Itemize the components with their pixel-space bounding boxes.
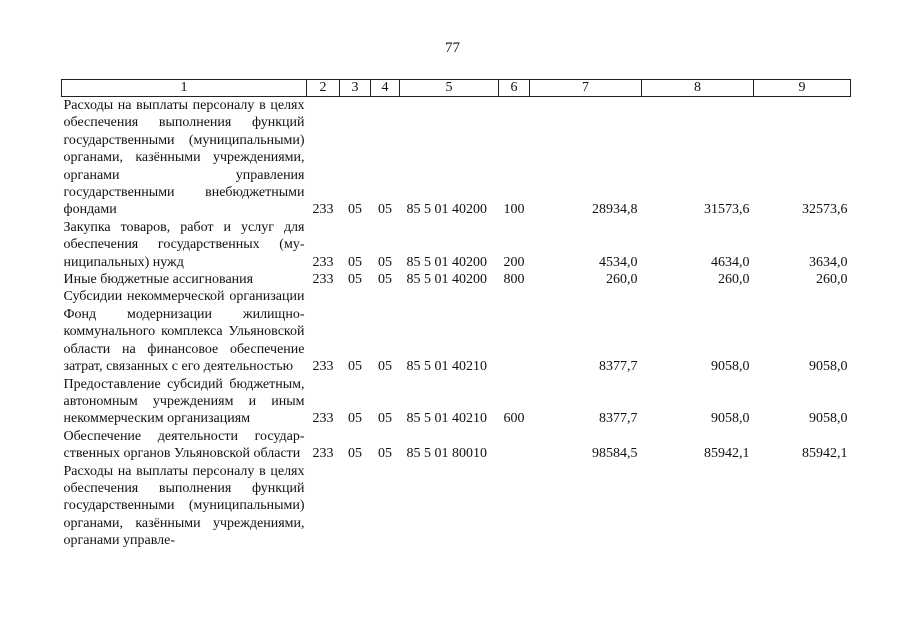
table-row — [62, 219, 851, 271]
ministry-code-cell: 233 — [312, 202, 334, 218]
subsection-code-cell: 05 — [378, 272, 392, 288]
amount-col8-cell: 260,0 — [718, 272, 750, 288]
table-row — [62, 463, 851, 550]
page-number: 77 — [445, 40, 460, 56]
target-article-cell: 85 5 01 40200 — [406, 254, 487, 270]
ministry-code-cell: 233 — [312, 411, 334, 427]
ministry-code-cell: 233 — [312, 446, 334, 462]
expense-type-cell: 200 — [503, 254, 525, 270]
amount-col7-cell: 28934,8 — [592, 202, 638, 218]
amount-col9-cell — [754, 463, 851, 550]
expense-name-cell: Субсидии некоммерческой организации Фонд модернизации жилищно-коммунального комплекса Ульяновской области на финансовое обеспечение затрат, связанных с его деятельностью — [63, 289, 305, 375]
column-header: 5 — [400, 80, 499, 97]
target-article-cell: 85 5 01 40200 — [406, 202, 487, 218]
amount-col9-cell: 9058,0 — [809, 411, 848, 427]
section-code-cell: 05 — [348, 446, 362, 462]
section-code-cell: 05 — [348, 272, 362, 288]
amount-col7-cell — [530, 463, 642, 550]
ministry-code-cell: 233 — [312, 359, 334, 375]
expense-type-cell — [499, 288, 530, 375]
subsection-code-cell: 05 — [378, 359, 392, 375]
amount-col7-cell: 8377,7 — [599, 359, 638, 375]
ministry-code-cell — [307, 463, 340, 550]
table-row — [62, 428, 851, 463]
expense-name-cell: Предоставление субсидий бюджетным, автономным учреждениям и иным некоммерческим организациям — [63, 376, 305, 427]
target-article-cell: 85 5 01 40200 — [406, 272, 487, 288]
column-header: 4 — [371, 80, 400, 97]
subsection-code-cell: 05 — [378, 202, 392, 218]
amount-col8-cell: 9058,0 — [711, 411, 750, 427]
expense-name-cell: Обеспечение деятельности государственных органов Ульяновской области — [63, 428, 305, 462]
expense-name-cell: Иные бюджетные ассигнования — [63, 272, 254, 288]
ministry-code-cell: 233 — [312, 254, 334, 270]
expense-type-cell — [499, 428, 530, 463]
expense-type-cell: 800 — [503, 272, 525, 288]
target-article-cell: 85 5 01 40210 — [406, 359, 487, 375]
amount-col7-cell: 4534,0 — [599, 254, 638, 270]
subsection-code-cell: 05 — [378, 411, 392, 427]
section-code-cell: 05 — [348, 202, 362, 218]
amount-col9-cell: 32573,6 — [802, 202, 848, 218]
ministry-code-cell: 233 — [312, 272, 334, 288]
expense-name-cell: Расходы на выплаты персоналу в целях обеспечения выполнения функций государственными (муниципальными) органами, казёнными учреждениями, органами управления государственными внебюджетными фондами — [63, 98, 305, 218]
column-header: 1 — [62, 80, 307, 97]
section-code-cell: 05 — [348, 411, 362, 427]
amount-col8-cell — [642, 463, 754, 550]
expense-name-cell: Закупка товаров, работ и услуг для обеспечения государственных (муниципальных) нужд — [63, 219, 305, 270]
amount-col9-cell: 3634,0 — [809, 254, 848, 270]
table-row — [62, 376, 851, 428]
subsection-code-cell: 05 — [378, 254, 392, 270]
target-article-cell: 85 5 01 40210 — [406, 411, 487, 427]
amount-col9-cell: 85942,1 — [802, 446, 848, 462]
table-row — [62, 288, 851, 375]
amount-col7-cell: 8377,7 — [599, 411, 638, 427]
amount-col8-cell: 31573,6 — [704, 202, 750, 218]
amount-col8-cell: 4634,0 — [711, 254, 750, 270]
target-article-cell: 85 5 01 80010 — [406, 446, 487, 462]
budget-table — [61, 79, 851, 550]
amount-col7-cell: 260,0 — [606, 272, 638, 288]
section-code-cell: 05 — [348, 359, 362, 375]
amount-col9-cell: 9058,0 — [809, 359, 848, 375]
section-code-cell — [340, 463, 371, 550]
column-header: 7 — [530, 80, 642, 97]
subsection-code-cell — [371, 463, 400, 550]
column-header: 3 — [340, 80, 371, 97]
column-header: 8 — [642, 80, 754, 97]
target-article-cell — [400, 463, 499, 550]
subsection-code-cell: 05 — [378, 446, 392, 462]
amount-col8-cell: 9058,0 — [711, 359, 750, 375]
column-header: 9 — [754, 80, 851, 97]
amount-col7-cell: 98584,5 — [592, 446, 638, 462]
amount-col8-cell: 85942,1 — [704, 446, 750, 462]
expense-type-cell — [499, 463, 530, 550]
expense-name-cell: Расходы на выплаты персоналу в целях обеспечения выполнения функций государственными (муниципальными) органами, казёнными учреждениями, органами управле- — [63, 463, 305, 549]
column-number-header-row — [62, 80, 851, 97]
section-code-cell: 05 — [348, 254, 362, 270]
table-row — [62, 97, 851, 219]
column-header: 2 — [307, 80, 340, 97]
expense-type-cell: 600 — [503, 411, 525, 427]
expense-type-cell: 100 — [503, 202, 525, 218]
table-row — [62, 271, 851, 288]
amount-col9-cell: 260,0 — [816, 272, 848, 288]
column-header: 6 — [499, 80, 530, 97]
